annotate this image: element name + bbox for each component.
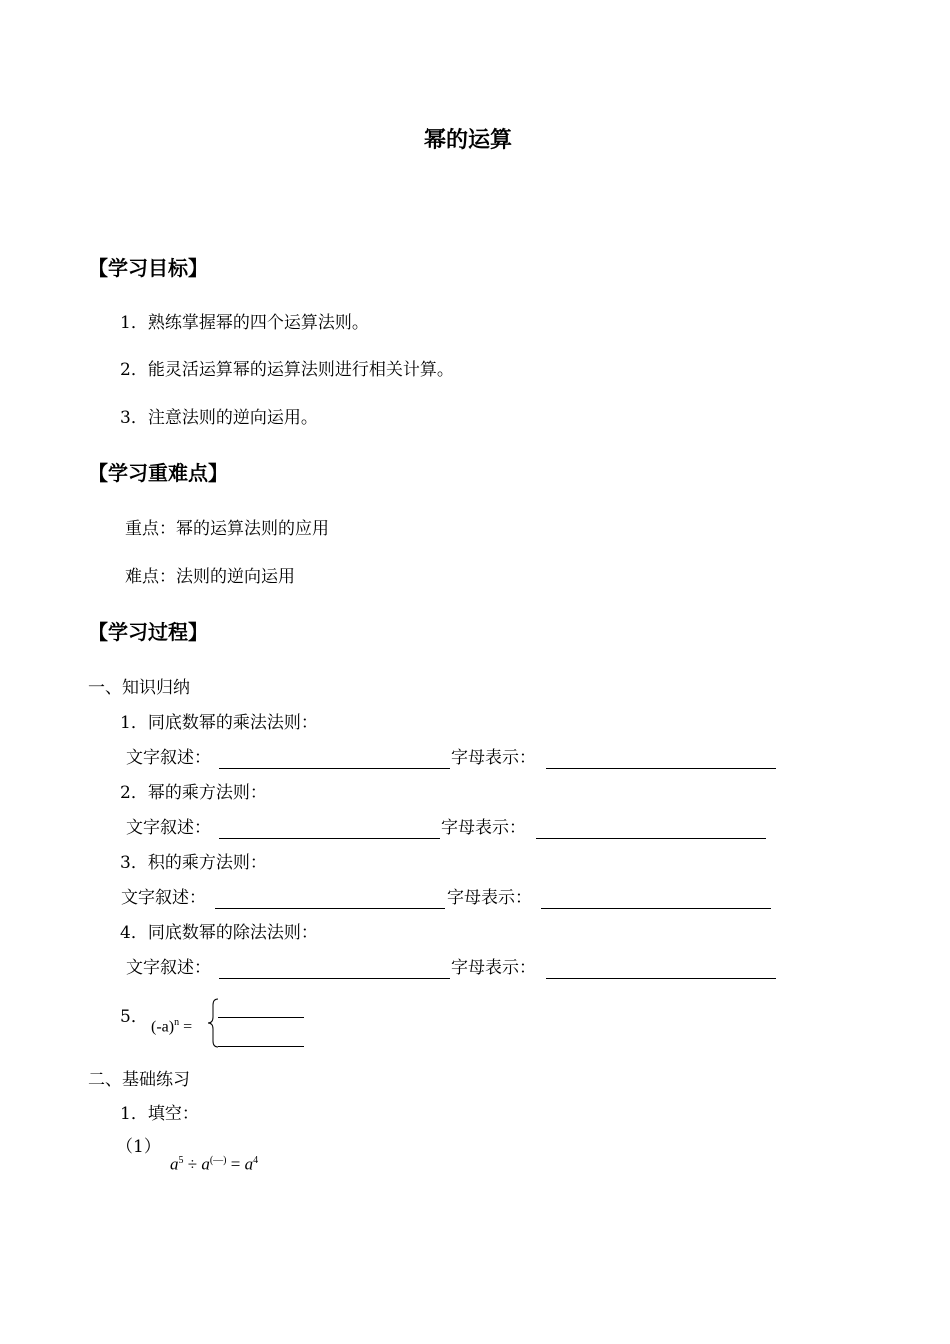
part1-title: 一、知识归纳 (88, 678, 190, 698)
item5-expression (151, 1012, 192, 1038)
item5-base: (-a) (151, 1018, 175, 1036)
answer-blank[interactable] (541, 908, 771, 909)
text-label: 文字叙述： (121, 888, 206, 908)
letter-label: 字母表示： (451, 748, 536, 768)
letter-label: 字母表示： (447, 888, 532, 908)
exponent: 4 (253, 1155, 259, 1166)
answer-blank[interactable] (546, 768, 776, 769)
item5-exponent: n (174, 1017, 180, 1028)
rule-name: 3．积的乘方法则： (120, 853, 267, 873)
text-label: 文字叙述： (126, 748, 211, 768)
exponent-blank[interactable]: (—) (209, 1155, 227, 1166)
text-label: 文字叙述： (126, 958, 211, 978)
text-label: 文字叙述： (126, 818, 211, 838)
var-a: a (170, 1154, 179, 1174)
goals-heading: 【学习目标】 (88, 256, 208, 280)
var-a: a (244, 1154, 254, 1174)
answer-blank[interactable] (218, 1017, 304, 1018)
answer-blank[interactable] (546, 978, 776, 979)
question-1-1-expression (170, 1150, 258, 1176)
letter-label: 字母表示： (441, 818, 526, 838)
answer-blank[interactable] (218, 1046, 304, 1047)
hard-point: 难点：法则的逆向运用 (125, 567, 295, 587)
rule-name: 1．同底数幂的乘法法则： (120, 713, 318, 733)
brace-icon (206, 997, 220, 1049)
answer-blank[interactable] (219, 838, 440, 839)
exponent: 5 (178, 1155, 184, 1166)
question-1-1-number: （1） (116, 1137, 161, 1157)
answer-blank[interactable] (219, 768, 450, 769)
item5-number: 5． (120, 1007, 148, 1027)
letter-label: 字母表示： (451, 958, 536, 978)
key-point: 重点：幂的运算法则的应用 (125, 519, 329, 539)
difficulties-heading: 【学习重难点】 (88, 461, 228, 485)
answer-blank[interactable] (536, 838, 766, 839)
goal-item: 3．注意法则的逆向运用。 (120, 408, 318, 428)
item5-equals: = (183, 1018, 193, 1036)
question-1: 1．填空： (120, 1104, 199, 1124)
page-title: 幂的运算 (424, 128, 513, 153)
goal-item: 1．熟练掌握幂的四个运算法则。 (120, 313, 369, 333)
rule-name: 4．同底数幂的除法法则： (120, 923, 318, 943)
part2-title: 二、基础练习 (88, 1070, 190, 1090)
answer-blank[interactable] (215, 908, 445, 909)
answer-blank[interactable] (219, 978, 450, 979)
equals-sign: = (230, 1154, 241, 1174)
goal-item: 2．能灵活运算幂的运算法则进行相关计算。 (120, 360, 454, 380)
var-a: a (201, 1154, 210, 1174)
process-heading: 【学习过程】 (88, 620, 208, 644)
rule-name: 2．幂的乘方法则： (120, 783, 267, 803)
divide-sign: ÷ (187, 1154, 198, 1174)
